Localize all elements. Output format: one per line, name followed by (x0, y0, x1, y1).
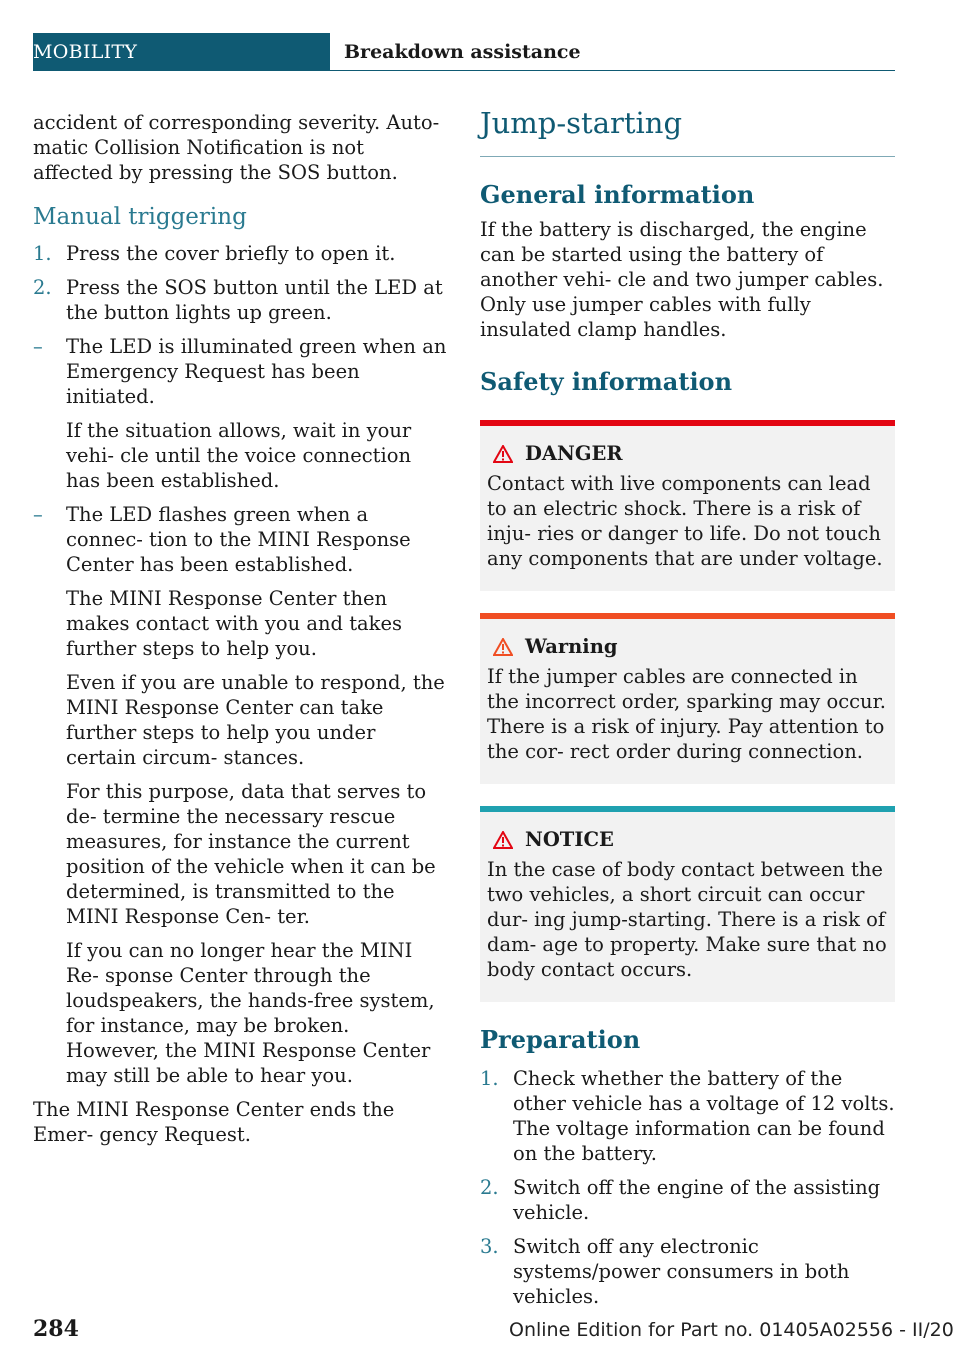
dash-continuation: Even if you are unable to respond, the MINI Response Center can take further steps to help you under certain circum- stances. (66, 671, 445, 769)
dash-continuation: For this purpose, data that serves to de- termine the necessary rescue measures, for instance the current position of the vehicle when it can be determined, is transmitted to the MINI Response Cen- ter. (66, 780, 436, 928)
warning-text: If the jumper cables are connected in the incorrect order, sparking may occur. There is a risk of injury. Pay attention to the cor- rect order during connection. (487, 665, 886, 763)
list-item (480, 1234, 895, 1309)
notice-header (487, 828, 887, 851)
edition-footer: Online Edition for Part no. 01405A02556 - II/20 (509, 1319, 954, 1341)
header-section-label: MOBILITY (33, 41, 138, 63)
list-item (480, 1175, 895, 1225)
preparation-steps-list (480, 1066, 895, 1309)
dash-continuation: If you can no longer hear the MINI Re- sponse Center through the loudspeakers, the hands-free system, for instance, may be broken. However, the MINI Response Center may still be able to hear you. (66, 939, 435, 1087)
header-chapter (330, 33, 895, 71)
header-section (33, 33, 330, 71)
warning-header (487, 635, 887, 658)
manual-triggering-heading: Manual triggering (33, 204, 247, 230)
warning-triangle-icon (493, 445, 513, 463)
page-title: Jump-starting (480, 106, 895, 157)
step-text: Switch off any electronic systems/power consumers in both vehicles. (513, 1235, 850, 1308)
list-item (33, 241, 448, 266)
step-number: 1. (480, 1067, 499, 1090)
preparation-heading: Preparation (480, 1025, 641, 1054)
danger-label: DANGER (525, 442, 623, 465)
notice-text: In the case of body contact between the two vehicles, a short circuit can occur dur- ing jump-starting. There is a risk of dam- age to property. Make sure that no body contact occurs. (487, 858, 887, 981)
step-text: Press the SOS button until the LED at the button lights up green. (66, 276, 443, 324)
step-number: 2. (480, 1176, 499, 1199)
step-text: Check whether the battery of the other vehicle has a voltage of 12 volts. The voltage information can be found on the battery. (513, 1067, 895, 1165)
step-text: Switch off the engine of the assisting vehicle. (513, 1176, 881, 1224)
page-number: 284 (33, 1316, 79, 1342)
intro-paragraph: accident of corresponding severity. Auto- matic Collision Notification is not affected by pressing the SOS button. (33, 111, 440, 184)
step-number: 1. (33, 242, 52, 265)
general-information-text: If the battery is discharged, the engine can be started using the battery of another vehi- cle and two jumper cables. Only use jumper cables with fully insulated clamp handles. (480, 218, 884, 341)
safety-information-heading: Safety information (480, 367, 733, 396)
dash-item (33, 334, 448, 409)
warning-label: Warning (525, 635, 618, 658)
dash-continuation: The MINI Response Center then makes contact with you and takes further steps to help you. (66, 587, 403, 660)
list-item (480, 1066, 895, 1166)
general-information-heading: General information (480, 180, 755, 209)
warning-triangle-icon (493, 831, 513, 849)
danger-text: Contact with live components can lead to an electric shock. There is a risk of inju- ries or danger to life. Do not touch any components that are under voltage. (487, 472, 883, 570)
list-item (33, 275, 448, 325)
left-column (33, 110, 448, 1157)
danger-box (480, 420, 895, 591)
step-number: 3. (480, 1235, 499, 1258)
warning-box (480, 613, 895, 784)
dash-text: The LED is illuminated green when an Emergency Request has been initiated. (66, 335, 447, 408)
dash-mark: – (33, 335, 43, 358)
step-text: Press the cover briefly to open it. (66, 242, 396, 265)
notice-box (480, 806, 895, 1002)
header-chapter-label: Breakdown assistance (344, 40, 581, 63)
step-number: 2. (33, 276, 52, 299)
danger-header (487, 442, 887, 465)
closing-paragraph: The MINI Response Center ends the Emer- gency Request. (33, 1098, 395, 1146)
warning-triangle-icon (493, 638, 513, 656)
manual-steps-list (33, 241, 448, 325)
dash-continuation: If the situation allows, wait in your vehi- cle until the voice connection has been established. (66, 419, 412, 492)
dash-mark: – (33, 503, 43, 526)
right-column (480, 106, 895, 1318)
dash-text: The LED flashes green when a connec- tion to the MINI Response Center has been established. (66, 503, 411, 576)
dash-item (33, 502, 448, 577)
notice-label: NOTICE (525, 828, 614, 851)
